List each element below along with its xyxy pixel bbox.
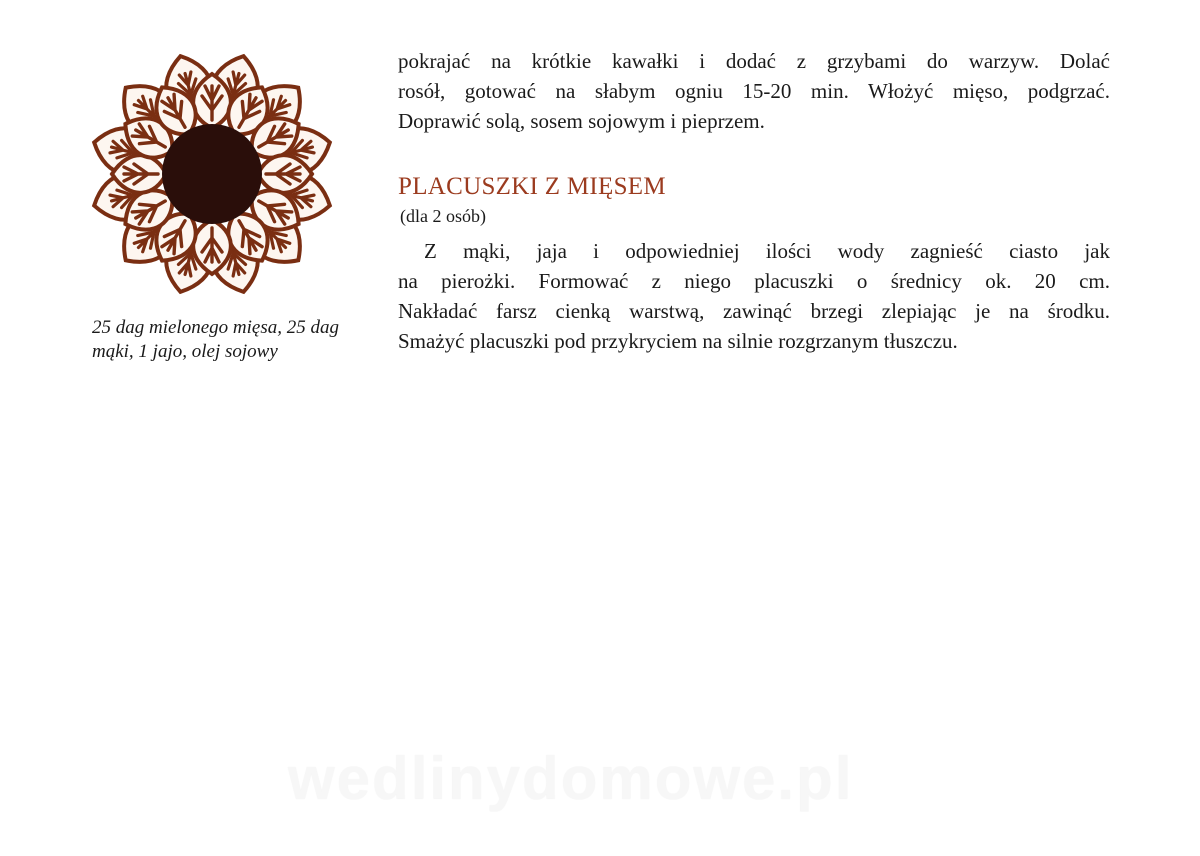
recipe-title: PLACUSZKI Z MIĘSEM — [398, 173, 666, 200]
text-line: Z mąki, jaja i odpowiedniej ilości wody zagnieść ciasto jak — [424, 239, 1110, 263]
text-line: rosół, gotować na słabym ogniu 15-20 min. Włożyć mięso, podgrzać. — [398, 79, 1110, 103]
text-line: Smażyć placuszki pod przykryciem na silnie rozgrzanym tłuszczu. — [398, 329, 958, 353]
intro-paragraph — [398, 46, 1110, 136]
ingredients-line: mąki, 1 jajo, olej sojowy — [92, 341, 278, 362]
text-line: pokrajać na krótkie kawałki i dodać z grzybami do warzyw. Dolać — [398, 49, 1110, 73]
recipe-paragraph — [398, 236, 1110, 356]
text-line: na pierożki. Formować z niego placuszki o średnicy ok. 20 cm. — [398, 269, 1110, 293]
ingredients-line: 25 dag mielonego mięsa, 25 dag — [92, 317, 339, 338]
text-column — [398, 46, 1110, 356]
text-line: Doprawić solą, sosem sojowym i pieprzem. — [398, 109, 765, 133]
servings-note: (dla 2 osób) — [400, 206, 486, 226]
watermark: wedlinydomowe.pl — [288, 745, 854, 812]
sunflower-ornament-icon — [86, 48, 338, 300]
ingredients-list — [92, 316, 382, 364]
flower-center — [162, 124, 262, 224]
text-line: Nakładać farsz cienką warstwą, zawinąć brzegi zlepiając je na środku. — [398, 299, 1110, 323]
